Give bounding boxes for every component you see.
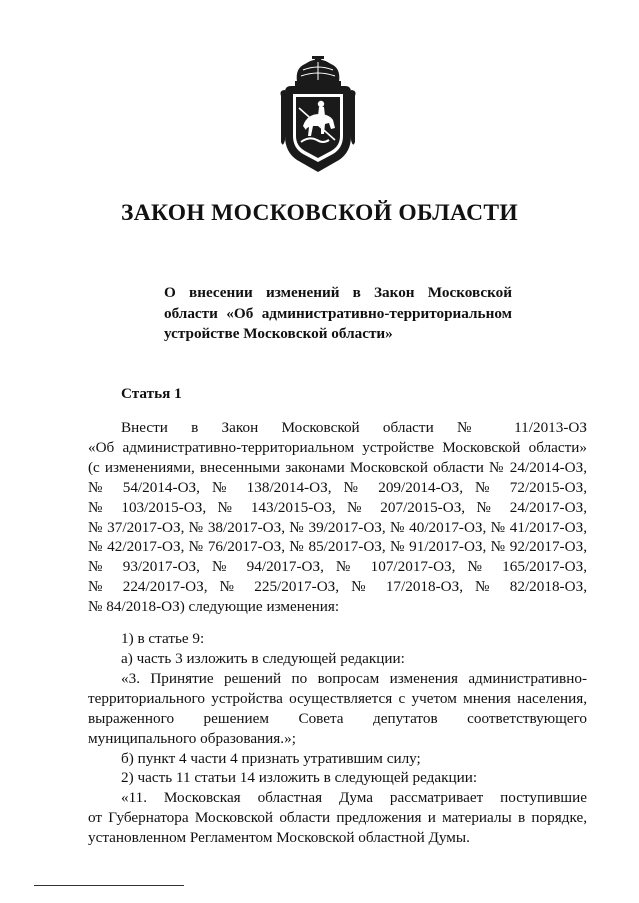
intro-line: № 103/2015-ОЗ, № 143/2015-ОЗ, № 207/2015-ОЗ, № 24/2017-ОЗ, [88, 498, 587, 516]
intro-line: № 84/2018-ОЗ) следующие изменения: [88, 598, 340, 616]
item-line: «11. Московская областная Дума рассматривает поступившие [121, 789, 587, 807]
item-line: 1) в статье 9: [121, 630, 205, 648]
item-line: территориального устройства осуществляется с учетом мнения населения, [88, 689, 587, 707]
intro-line: № 37/2017-ОЗ, № 38/2017-ОЗ, № 39/2017-ОЗ, № 40/2017-ОЗ, № 41/2017-ОЗ, [88, 518, 587, 536]
moscow-oblast-coat-of-arms-emblem [279, 56, 357, 174]
intro-line: «Об административно-территориальном устройстве Московской области» [88, 438, 587, 456]
paragraph-gap [88, 617, 587, 629]
item-line: муниципального образования.»; [88, 729, 296, 747]
item-line: установленном Регламентом Московской областной Думы. [88, 829, 470, 847]
item-line: выраженного решением Совета депутатов соответствующего [88, 709, 587, 727]
subject-line: О внесении изменений в Закон Московской [164, 284, 512, 301]
law-title: ЗАКОН МОСКОВСКОЙ ОБЛАСТИ [121, 200, 518, 226]
intro-line: № 54/2014-ОЗ, № 138/2014-ОЗ, № 209/2014-ОЗ, № 72/2015-ОЗ, [88, 478, 587, 496]
intro-line: № 224/2017-ОЗ, № 225/2017-ОЗ, № 17/2018-ОЗ, № 82/2018-ОЗ, [88, 578, 587, 596]
subject-line: области «Об административно-территориальном [164, 304, 512, 322]
intro-line: № 42/2017-ОЗ, № 76/2017-ОЗ, № 85/2017-ОЗ, № 91/2017-ОЗ, № 92/2017-ОЗ, [88, 538, 587, 556]
article-body [88, 418, 587, 848]
intro-line: № 93/2017-ОЗ, № 94/2017-ОЗ, № 107/2017-ОЗ, № 165/2017-ОЗ, [88, 558, 587, 576]
intro-line: Внести в Закон Московской области № 11/2013-ОЗ [121, 419, 587, 436]
item-line: а) часть 3 изложить в следующей редакции: [121, 649, 405, 667]
item-line: «3. Принятие решений по вопросам изменения административно- [121, 669, 587, 687]
item-line: от Губернатора Московской области предложения и материалы в порядке, [88, 809, 587, 827]
subject-line: устройстве Московской области» [164, 325, 393, 342]
law-subject [164, 283, 512, 345]
footnote-divider [34, 885, 184, 886]
article-heading: Статья 1 [121, 385, 182, 402]
intro-line: (с изменениями, внесенными законами Московской области № 24/2014-ОЗ, [88, 458, 587, 476]
item-line: 2) часть 11 статьи 14 изложить в следующей редакции: [121, 769, 478, 787]
item-line: б) пункт 4 части 4 признать утратившим силу; [121, 749, 421, 767]
